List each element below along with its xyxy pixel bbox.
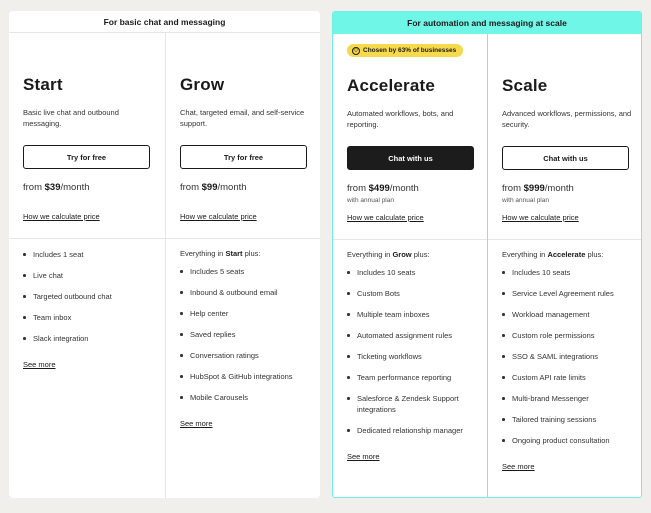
everything-plan: Grow	[392, 250, 412, 259]
feature-list	[180, 266, 312, 403]
price-suffix: /month	[544, 183, 574, 194]
everything-prefix: Everything in	[180, 249, 226, 258]
price-prefix: from	[502, 183, 524, 194]
plan-name: Accelerate	[347, 76, 436, 95]
feature-item: Salesforce & Zendesk Support integrations	[347, 393, 479, 415]
basic-plans-group	[9, 11, 320, 498]
plan-description: Advanced workflows, permissions, and security.	[502, 109, 632, 129]
automation-plans-group	[332, 11, 642, 498]
everything-in-label	[180, 249, 312, 258]
plan-price	[347, 183, 419, 194]
heart-icon: ♡	[353, 47, 359, 54]
try-for-free-button[interactable]: Try for free	[23, 145, 150, 169]
price-suffix: /month	[60, 182, 90, 193]
see-more-link[interactable]: See more	[502, 462, 535, 471]
feature-item: Multi-brand Messenger	[502, 393, 634, 404]
feature-item: Targeted outbound chat	[23, 291, 157, 302]
plan-price	[502, 183, 574, 194]
plan-description: Automated workflows, bots, and reporting.	[347, 109, 454, 129]
divider	[333, 239, 487, 240]
price-amount: $39	[44, 182, 61, 193]
everything-suffix: plus:	[585, 250, 604, 259]
feature-item: Inbound & outbound email	[180, 287, 312, 298]
price-amount: $99	[201, 182, 218, 193]
feature-item: Ongoing product consultation	[502, 435, 634, 446]
feature-section	[180, 249, 312, 431]
group-header-automation: For automation and messaging at scale	[333, 12, 641, 34]
everything-suffix: plus:	[242, 249, 261, 258]
feature-item: HubSpot & GitHub integrations	[180, 371, 312, 382]
price-amount: $999	[523, 183, 545, 194]
plan-name: Scale	[502, 76, 548, 95]
price-suffix: /month	[389, 183, 419, 194]
plan-description: Chat, targeted email, and self-service support.	[180, 108, 305, 128]
popular-badge	[347, 44, 463, 57]
everything-plan: Accelerate	[547, 250, 586, 259]
feature-item: SSO & SAML integrations	[502, 351, 634, 362]
price-prefix: from	[23, 182, 45, 193]
plan-price	[180, 182, 247, 193]
plan-card-accelerate	[333, 34, 488, 497]
feature-section	[502, 250, 634, 474]
feature-item: Includes 10 seats	[502, 267, 634, 278]
feature-item: Includes 10 seats	[347, 267, 479, 278]
how-we-calculate-price-link[interactable]: How we calculate price	[347, 213, 424, 222]
everything-suffix: plus:	[411, 250, 430, 259]
see-more-link[interactable]: See more	[180, 419, 213, 428]
feature-item: Dedicated relationship manager	[347, 425, 479, 436]
how-we-calculate-price-link[interactable]: How we calculate price	[23, 212, 100, 221]
feature-item: Team inbox	[23, 312, 157, 323]
price-suffix: /month	[217, 182, 247, 193]
everything-plan: Start	[225, 249, 243, 258]
feature-item: Includes 5 seats	[180, 266, 312, 277]
feature-item: Slack integration	[23, 333, 157, 344]
feature-item: Tailored training sessions	[502, 414, 634, 425]
divider	[488, 239, 642, 240]
divider	[166, 238, 320, 239]
price-amount: $499	[368, 183, 390, 194]
see-more-link[interactable]: See more	[23, 360, 56, 369]
group-header-basic: For basic chat and messaging	[9, 11, 320, 33]
feature-item: Custom Bots	[347, 288, 479, 299]
feature-section	[23, 249, 157, 372]
feature-item: Saved replies	[180, 329, 312, 340]
everything-prefix: Everything in	[347, 250, 393, 259]
price-prefix: from	[347, 183, 369, 194]
chat-with-us-button[interactable]: Chat with us	[347, 146, 474, 170]
divider	[9, 238, 165, 239]
chat-with-us-button[interactable]: Chat with us	[502, 146, 629, 170]
badge-text: Chosen by 63% of businesses	[363, 47, 457, 54]
feature-item: Mobile Carousels	[180, 392, 312, 403]
feature-item: Ticketing workflows	[347, 351, 479, 362]
price-prefix: from	[180, 182, 202, 193]
feature-item: Live chat	[23, 270, 157, 281]
feature-list	[23, 249, 157, 344]
plan-card-grow	[165, 33, 320, 498]
try-for-free-button[interactable]: Try for free	[180, 145, 307, 169]
feature-item: Multiple team inboxes	[347, 309, 479, 320]
feature-item: Includes 1 seat	[23, 249, 157, 260]
feature-list	[502, 267, 634, 446]
feature-item: Conversation ratings	[180, 350, 312, 361]
everything-in-label	[502, 250, 634, 259]
how-we-calculate-price-link[interactable]: How we calculate price	[180, 212, 257, 221]
feature-list	[347, 267, 479, 436]
feature-item: Custom API rate limits	[502, 372, 634, 383]
feature-item: Service Level Agreement rules	[502, 288, 634, 299]
feature-section	[347, 250, 479, 464]
feature-item: Automated assignment rules	[347, 330, 479, 341]
everything-in-label	[347, 250, 479, 259]
plan-name: Grow	[180, 75, 225, 94]
plan-price	[23, 182, 90, 193]
everything-prefix: Everything in	[502, 250, 548, 259]
how-we-calculate-price-link[interactable]: How we calculate price	[502, 213, 579, 222]
annual-plan-note: with annual plan	[502, 197, 549, 204]
plan-card-start	[9, 33, 165, 498]
see-more-link[interactable]: See more	[347, 452, 380, 461]
plan-name: Start	[23, 75, 63, 94]
plan-description: Basic live chat and outbound messaging.	[23, 108, 119, 128]
feature-item: Team performance reporting	[347, 372, 479, 383]
feature-item: Custom role permissions	[502, 330, 634, 341]
feature-item: Help center	[180, 308, 312, 319]
feature-item: Workload management	[502, 309, 634, 320]
annual-plan-note: with annual plan	[347, 197, 394, 204]
plan-card-scale	[488, 34, 642, 497]
